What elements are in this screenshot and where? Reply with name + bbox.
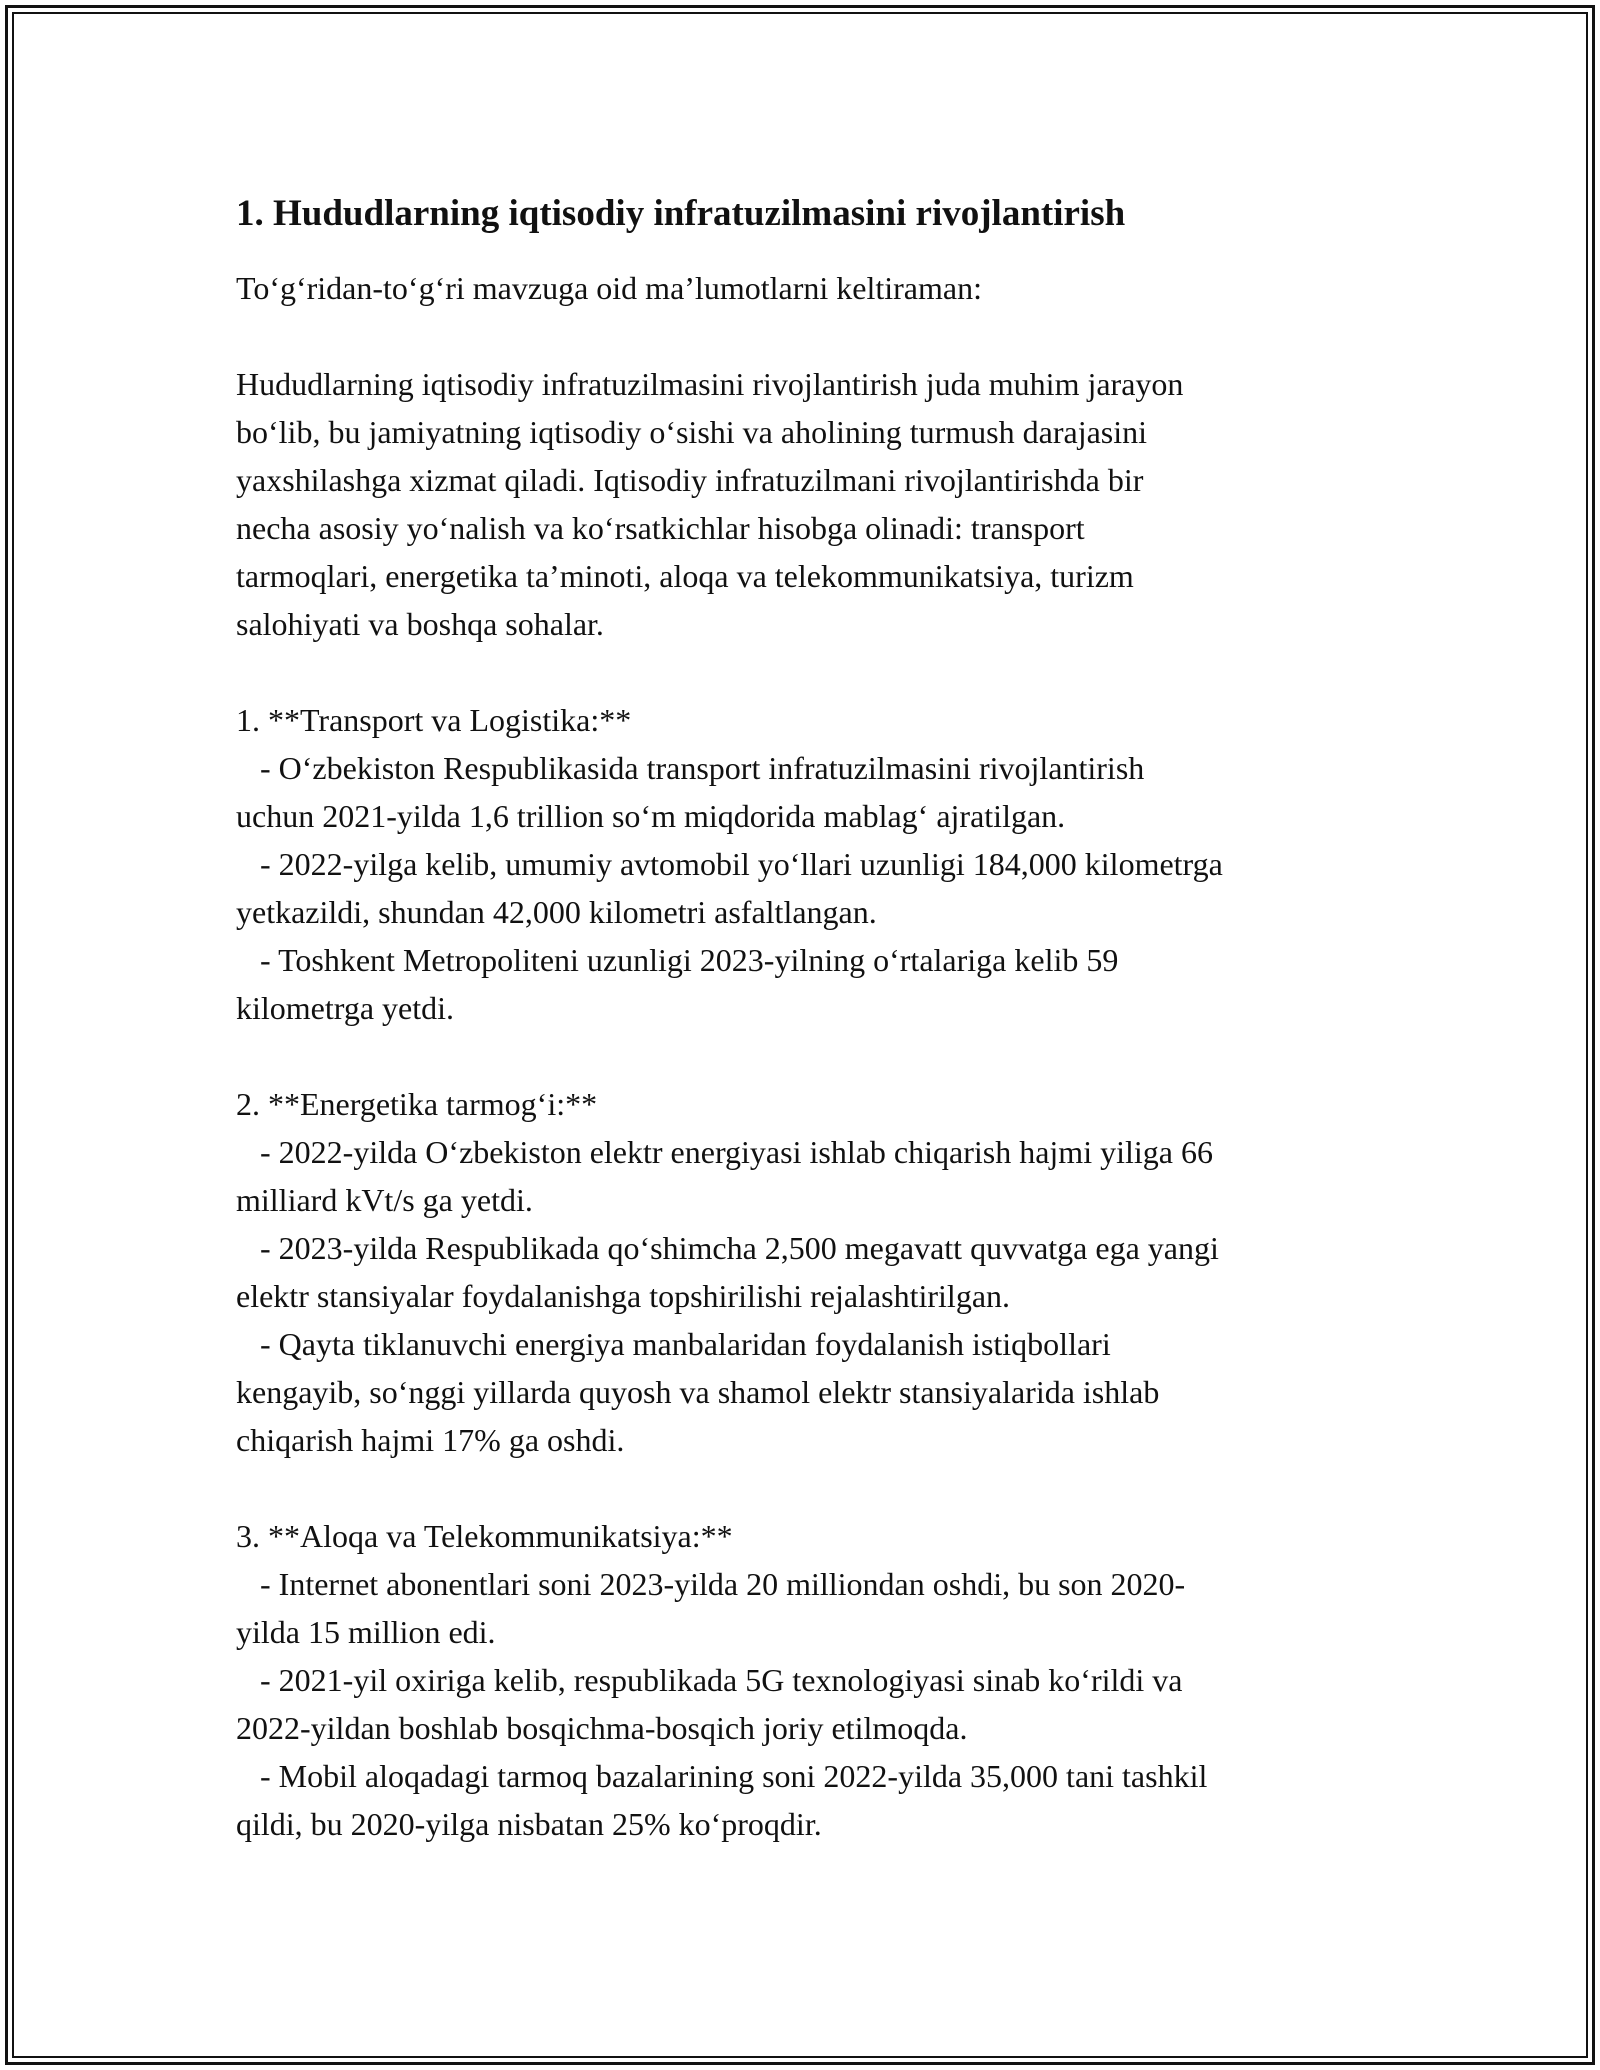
bullet-item: - O‘zbekiston Respublikasida transport infratuzilmasini rivojlantirish uchun 2021-yilda 1,6 trillion so‘m miqdorida mablag‘ ajratilgan. <box>236 750 1145 834</box>
intro-line: To‘g‘ridan-to‘g‘ri mavzuga oid ma’lumotlarni keltiraman: <box>236 270 982 306</box>
bullet-item: - 2022-yilda O‘zbekiston elektr energiyasi ishlab chiqarish hajmi yiliga 66 milliard kVt/s ga yetdi. <box>236 1134 1213 1218</box>
blank-line <box>236 312 1376 360</box>
bullet-item: - Toshkent Metropoliteni uzunligi 2023-yilning o‘rtalariga kelib 59 kilometrga yetdi. <box>236 942 1119 1026</box>
bullet-item: - 2022-yilga kelib, umumiy avtomobil yo‘llari uzunligi 184,000 kilometrga yetkazildi, shundan 42,000 kilometri asfaltlangan. <box>236 846 1223 930</box>
section-heading-energy: 2. **Energetika tarmog‘i:** <box>236 1086 598 1122</box>
bullet-item: - 2023-yilda Respublikada qo‘shimcha 2,500 megavatt quvvatga ega yangi elektr stansiyalar foydalanishga topshirilishi rejalashtirilgan. <box>236 1230 1219 1314</box>
intro-paragraph: Hududlarning iqtisodiy infratuzilmasini rivojlantirish juda muhim jarayon bo‘lib, bu jamiyatning iqtisodiy o‘sishi va aholining turmush darajasini yaxshilashga xizmat qiladi. Iqtisodiy infratuzilmani rivojlantirishda bir necha asosiy yo‘nalish va ko‘rsatkichlar hisobga olinadi: transport tarmoqlari, energetika ta’minoti, aloqa va telekommunikatsiya, turizm salohiyati va boshqa sohalar. <box>236 366 1184 642</box>
blank-line <box>236 1032 1376 1080</box>
section-heading-transport: 1. **Transport va Logistika:** <box>236 702 632 738</box>
bullet-item: - Internet abonentlari soni 2023-yilda 20 milliondan oshdi, bu son 2020- yilda 15 million edi. <box>236 1566 1186 1650</box>
bullet-item: - Qayta tiklanuvchi energiya manbalaridan foydalanish istiqbollari kengayib, so‘nggi yillarda quyosh va shamol elektr stansiyalarida ishlab chiqarish hajmi 17% ga oshdi. <box>236 1326 1160 1458</box>
bullet-item: - 2021-yil oxiriga kelib, respublikada 5G texnologiyasi sinab ko‘rildi va 2022-yildan boshlab bosqichma-bosqich joriy etilmoqda. <box>236 1662 1183 1746</box>
bullet-item: - Mobil aloqadagi tarmoq bazalarining soni 2022-yilda 35,000 tani tashkil qildi, bu 2020-yilga nisbatan 25% ko‘proqdir. <box>236 1758 1208 1842</box>
document-body <box>236 188 1376 1848</box>
blank-line <box>236 648 1376 696</box>
document-title: 1. Hududlarning iqtisodiy infratuzilmasini rivojlantirish <box>236 193 1126 234</box>
blank-line <box>236 1464 1376 1512</box>
section-heading-telecom: 3. **Aloqa va Telekommunikatsiya:** <box>236 1518 733 1554</box>
